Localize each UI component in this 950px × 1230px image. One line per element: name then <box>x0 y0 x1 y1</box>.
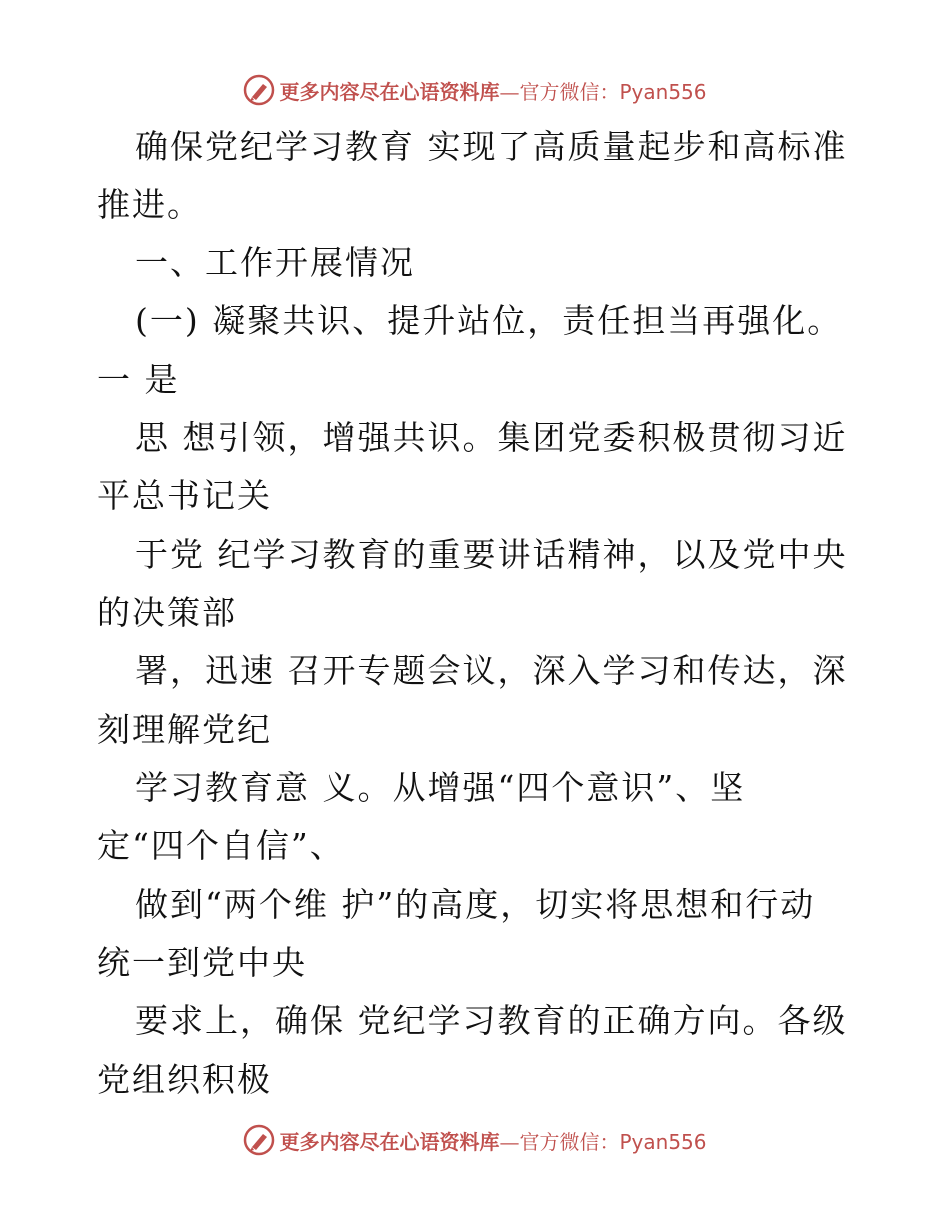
section-heading: 一、工作开展情况 <box>135 243 415 282</box>
body-line-6: 思 想引领，增强共识。集团党委积极贯彻习近 <box>135 418 848 457</box>
body-line-17: 党组织积极 <box>97 1060 272 1099</box>
body-line-7: 平总书记关 <box>97 476 272 515</box>
watermark-official: 官方微信： <box>519 79 620 104</box>
watermark-text <box>279 76 706 105</box>
body-line-16: 要求上，确保 党纪学习教育的正确方向。各级 <box>135 1001 848 1040</box>
body-line-9: 的决策部 <box>97 593 237 632</box>
body-line-13: 定“四个自信”、 <box>97 826 345 865</box>
watermark-official: 官方微信： <box>519 1129 620 1154</box>
watermark-main: 更多内容尽在心语资料库 <box>279 1129 500 1154</box>
pen-logo-icon <box>243 74 275 106</box>
body-line-5: 一 是 <box>97 360 180 399</box>
watermark-wechat-id: Pyan556 <box>619 1129 707 1154</box>
watermark-text <box>279 1126 706 1155</box>
watermark-sep: — <box>499 1129 520 1154</box>
body-line-2: 推进。 <box>97 185 202 224</box>
body-line-12: 学习教育意 义。从增强“四个意识”、坚 <box>135 768 746 807</box>
watermark-wechat-id: Pyan556 <box>619 79 707 104</box>
watermark-sep: — <box>499 79 520 104</box>
body-line-15: 统一到党中央 <box>97 943 307 982</box>
body-line-10: 署，迅速 召开专题会议，深入学习和传达，深 <box>135 651 848 690</box>
body-line-11: 刻理解党纪 <box>97 710 272 749</box>
watermark-main: 更多内容尽在心语资料库 <box>279 79 500 104</box>
body-line-1: 确保党纪学习教育 实现了高质量起步和高标准 <box>135 127 848 166</box>
header-watermark <box>0 70 950 110</box>
subsection-heading: (一) 凝聚共识、提升站位，责任担当再强化。 <box>135 301 843 340</box>
body-line-8: 于党 纪学习教育的重要讲话精神，以及党中央 <box>135 535 848 574</box>
pen-logo-icon <box>243 1124 275 1156</box>
footer-watermark <box>0 1120 950 1160</box>
body-line-14: 做到“两个维 护”的高度，切实将思想和行动 <box>135 885 816 924</box>
